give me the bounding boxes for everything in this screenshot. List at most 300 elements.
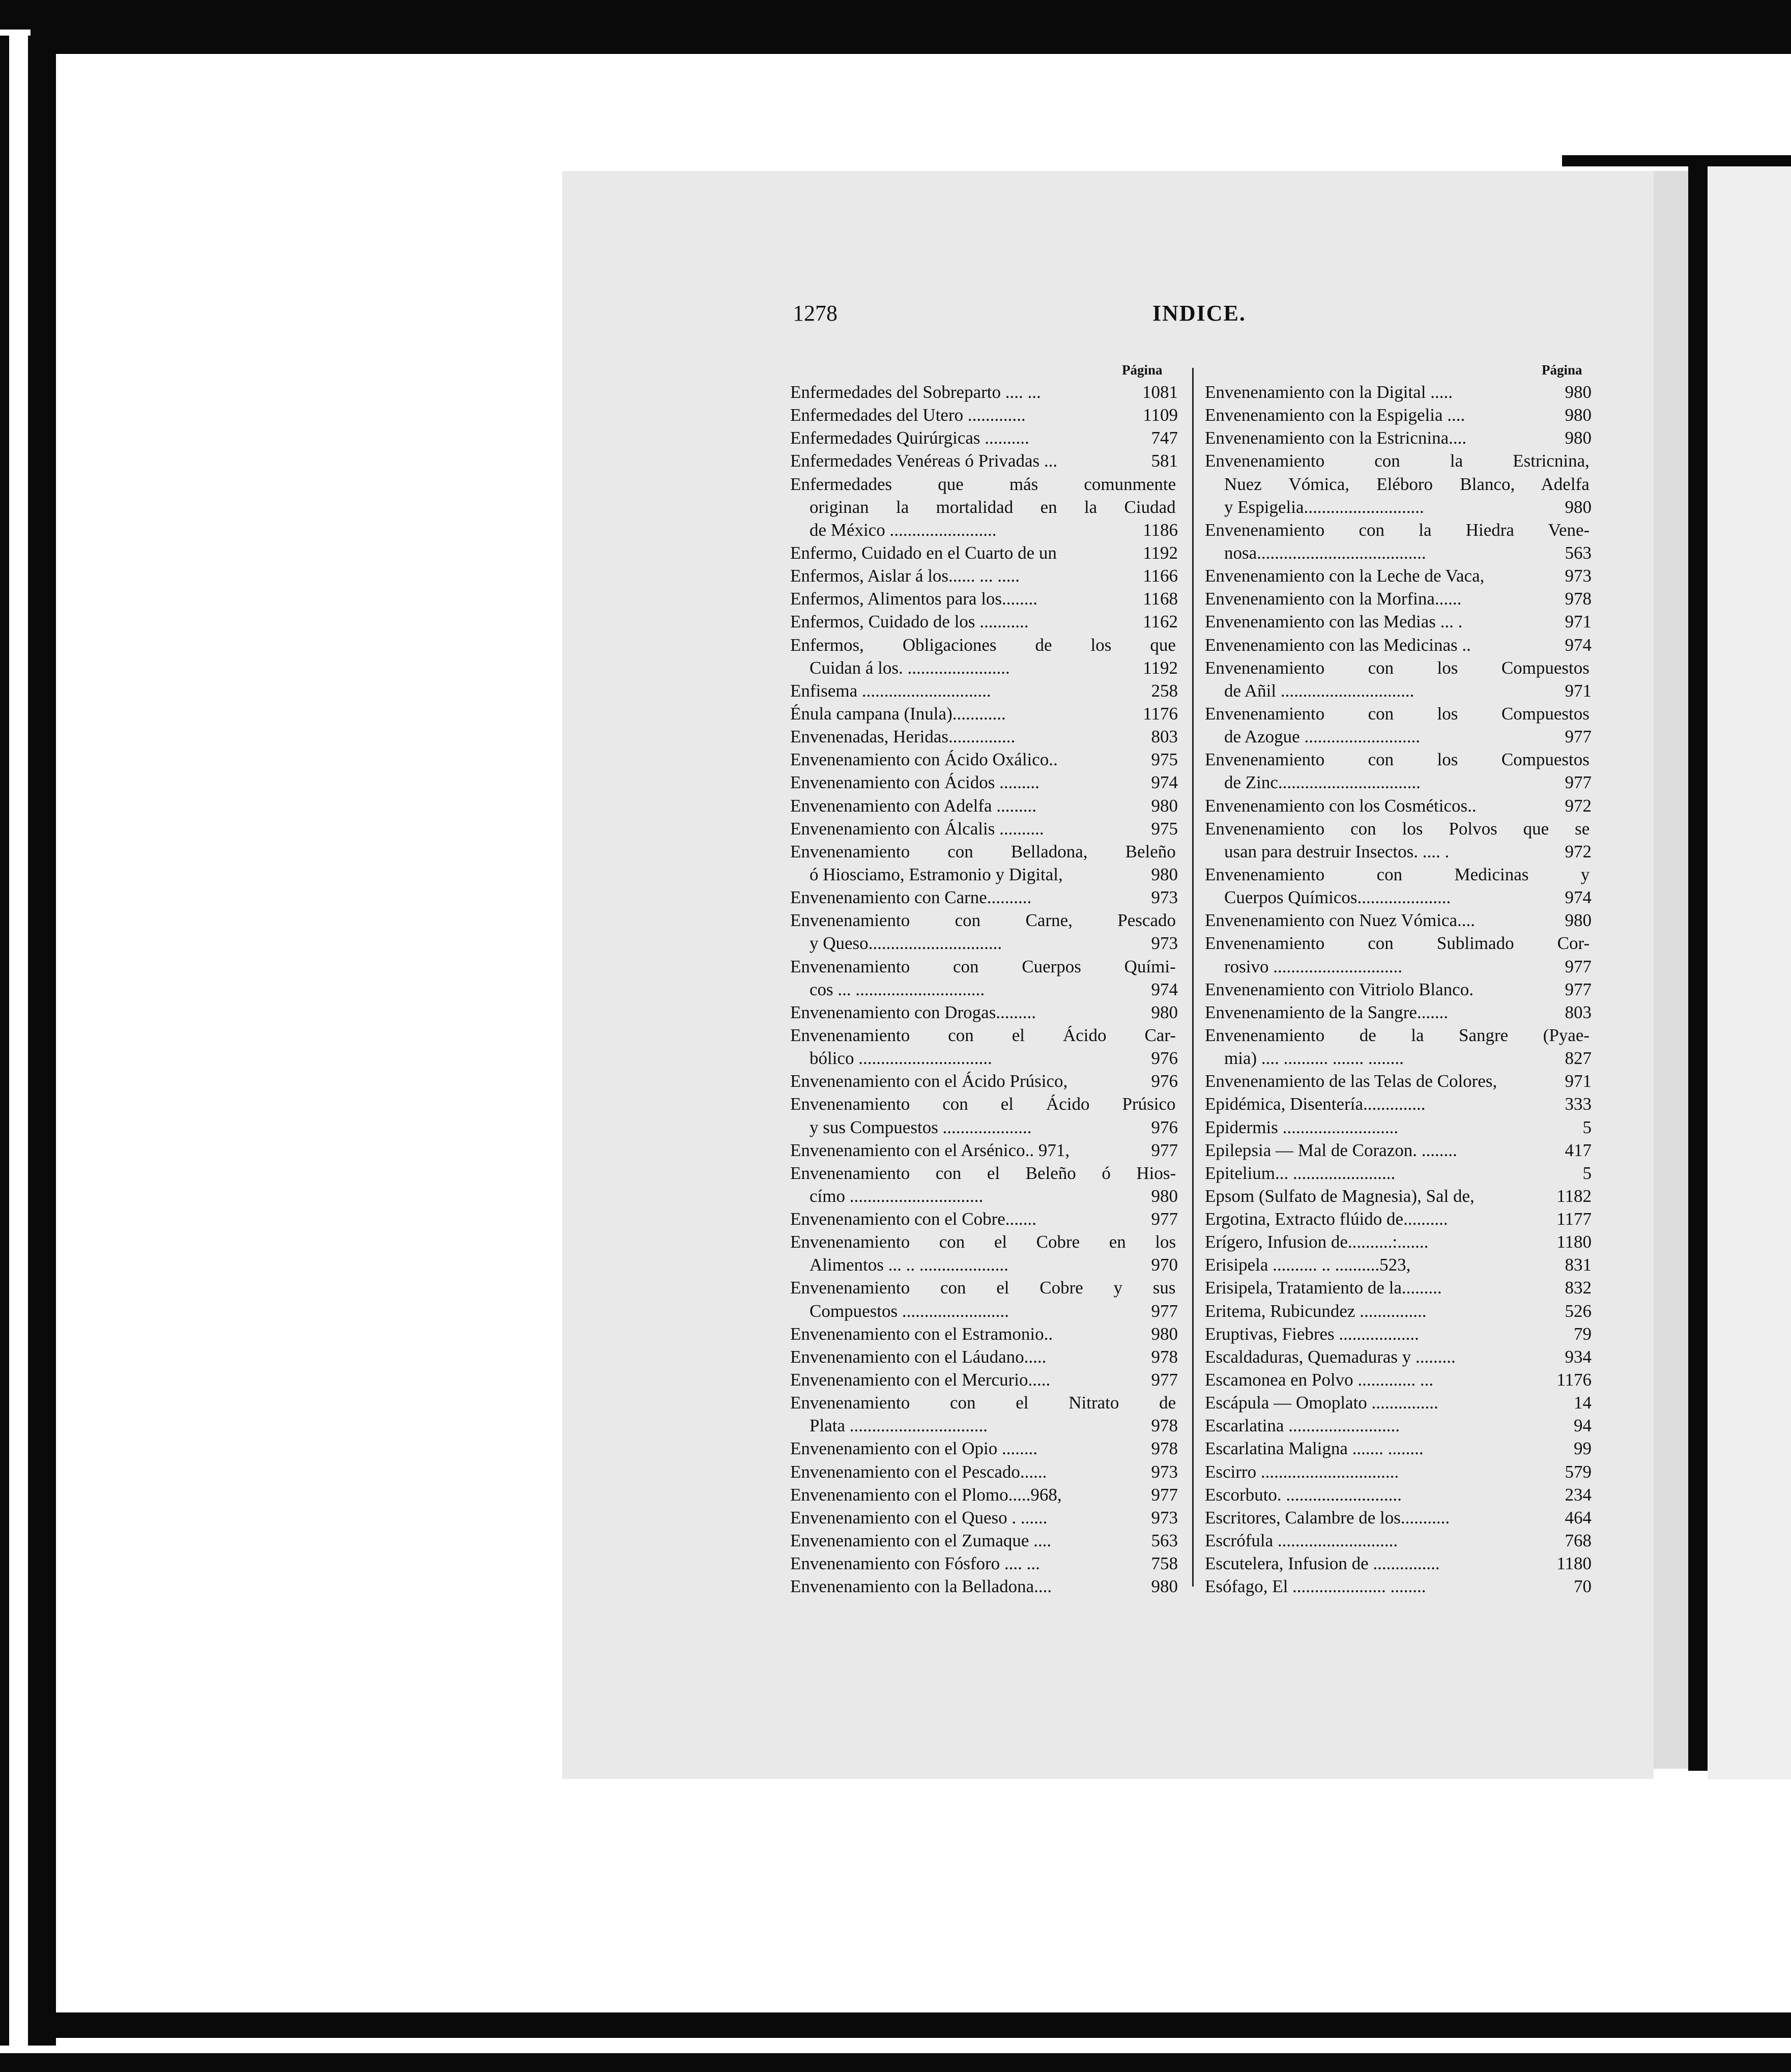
index-entry-page: 768 xyxy=(1565,1531,1592,1551)
index-entry xyxy=(1205,1253,1592,1276)
index-entry-text: Envenenamiento con Medicinas y xyxy=(1205,864,1590,884)
index-entry-text: Envenenadas, Heridas............... xyxy=(790,727,1016,747)
index-entry xyxy=(1205,1437,1592,1460)
index-entry xyxy=(790,404,1178,426)
index-entry xyxy=(1205,1300,1592,1322)
index-entry xyxy=(790,1460,1178,1483)
index-entry xyxy=(790,702,1178,725)
index-entry xyxy=(1205,1506,1592,1529)
index-entry xyxy=(1205,1001,1592,1024)
film-border-top xyxy=(0,0,1791,30)
film-border-top-inner xyxy=(31,30,1791,54)
film-border-bottom xyxy=(31,2012,1791,2038)
film-border-left-edge xyxy=(0,36,9,2046)
index-entry xyxy=(1205,1414,1592,1437)
index-entry xyxy=(790,1185,1178,1207)
index-entry-page: 5 xyxy=(1582,1117,1592,1137)
index-entry-text: de Zinc................................ xyxy=(1224,772,1421,793)
index-entry-text: Ergotina, Extracto flúido de.......... xyxy=(1205,1209,1448,1229)
index-entry-text: Enfermos, Alimentos para los........ xyxy=(790,589,1038,609)
index-entry-text: ó Hiosciamo, Estramonio y Digital, xyxy=(810,864,1063,884)
index-entry-page: 980 xyxy=(1565,428,1592,448)
index-entry-page: 1109 xyxy=(1143,405,1178,425)
index-entry-text: Epidémica, Disentería.............. xyxy=(1205,1094,1426,1114)
index-entry-text: Envenenamiento con Adelfa ......... xyxy=(790,795,1037,816)
index-entry-text: Envenenamiento con la Belladona.... xyxy=(790,1576,1052,1597)
index-entry-page: 978 xyxy=(1565,589,1592,609)
index-entry xyxy=(1205,1230,1592,1253)
index-entry-page: 976 xyxy=(1151,1071,1178,1091)
index-entry-text: Enfermo, Cuidado en el Cuarto de un xyxy=(790,542,1057,563)
index-entry-text: Esófago, El ..................... ........ xyxy=(1205,1576,1426,1597)
index-entry-text: Envenenamiento con la Estricnina.... xyxy=(1205,428,1467,448)
index-entry-page: 971 xyxy=(1565,680,1592,701)
index-entry xyxy=(1205,519,1592,541)
index-entry-page: 976 xyxy=(1151,1048,1178,1069)
index-entry xyxy=(1205,587,1592,610)
index-entry xyxy=(790,932,1178,955)
index-entry-page: 980 xyxy=(1151,1186,1178,1206)
index-column-right xyxy=(1205,381,1592,1598)
index-entry xyxy=(790,817,1178,840)
index-entry-text: Envenenamiento con Sublimado Cor- xyxy=(1205,933,1590,954)
index-entry-text: Envenenamiento con el Nitrato de xyxy=(790,1393,1176,1413)
index-entry-page: 973 xyxy=(1151,1507,1178,1528)
index-entry-text: Escaldaduras, Quemaduras y ......... xyxy=(1205,1346,1456,1367)
index-entry-page: 974 xyxy=(1565,635,1592,655)
index-entry-page: 464 xyxy=(1565,1507,1592,1528)
index-entry xyxy=(1205,449,1592,472)
index-entry-page: 579 xyxy=(1565,1461,1592,1482)
index-entry-text: Envenenamiento con el Estramonio.. xyxy=(790,1323,1053,1344)
index-entry-page: 980 xyxy=(1565,405,1592,425)
index-entry xyxy=(1205,771,1592,794)
index-entry-text: Escarlatina Maligna ....... ........ xyxy=(1205,1438,1424,1459)
index-entry-text: Envenenamiento con el Beleño ó Hios- xyxy=(790,1163,1176,1183)
index-entry-text: Énula campana (Inula)............ xyxy=(790,703,1006,724)
index-entry-text: Envenenamiento con las Medicinas .. xyxy=(1205,635,1471,655)
index-entry-text: Epitelium... ....................... xyxy=(1205,1163,1396,1183)
index-entry-text: Envenenamiento con Belladona, Beleño xyxy=(790,841,1176,861)
index-entry-text: Envenenamiento con los Cosméticos.. xyxy=(1205,795,1477,816)
index-entry-page: 973 xyxy=(1151,887,1178,908)
index-entry xyxy=(1205,1483,1592,1506)
right-column-heading: Página xyxy=(1542,362,1582,378)
index-entry xyxy=(1205,1047,1592,1070)
index-entry-text: Escrófula ........................... xyxy=(1205,1531,1398,1551)
index-entry xyxy=(790,1552,1178,1575)
index-entry xyxy=(1205,1092,1592,1115)
index-entry xyxy=(1205,1207,1592,1230)
index-entry-text: Envenenamiento con Nuez Vómica.... xyxy=(1205,910,1475,931)
index-entry xyxy=(790,1345,1178,1368)
index-entry-text: Enfisema ............................. xyxy=(790,680,991,701)
index-entry xyxy=(790,1529,1178,1552)
index-entry xyxy=(790,1437,1178,1460)
index-entry xyxy=(790,1368,1178,1391)
index-entry xyxy=(1205,1322,1592,1345)
index-entry xyxy=(790,656,1178,679)
page-title: INDICE. xyxy=(1152,301,1246,326)
index-entry-text: Alimentos ... .. .................... xyxy=(810,1255,1008,1275)
index-entry xyxy=(1205,1116,1592,1139)
index-entry-text: Envenenamiento con los Polvos que se xyxy=(1205,818,1590,839)
index-entry-page: 803 xyxy=(1151,727,1178,747)
index-entry-page: 1162 xyxy=(1143,612,1178,632)
index-entry-page: 977 xyxy=(1151,1370,1178,1390)
index-entry-text: Eritema, Rubicundez ............... xyxy=(1205,1301,1427,1321)
index-entry-page: 99 xyxy=(1574,1438,1592,1459)
index-entry-text: Envenenamiento con Álcalis .......... xyxy=(790,818,1044,839)
index-entry-page: 747 xyxy=(1151,428,1178,448)
index-entry xyxy=(790,1207,1178,1230)
index-entry-page: 980 xyxy=(1565,910,1592,931)
index-entry xyxy=(790,1253,1178,1276)
index-entry-page: 831 xyxy=(1565,1255,1592,1275)
index-entry-page: 980 xyxy=(1565,382,1592,402)
index-column-left xyxy=(790,381,1178,1598)
index-entry-text: Enfermedades que más comunmente xyxy=(790,474,1176,494)
index-entry-page: 977 xyxy=(1565,727,1592,747)
index-entry-text: Escápula — Omoplato ............... xyxy=(1205,1393,1438,1413)
index-entry-text: Envenenamiento con el Ácido Car- xyxy=(790,1025,1176,1045)
index-entry xyxy=(1205,679,1592,702)
index-entry-page: 1192 xyxy=(1143,657,1178,678)
index-entry-text: Envenenamiento con Ácidos ......... xyxy=(790,772,1039,793)
index-entry xyxy=(1205,955,1592,978)
index-entry-page: 94 xyxy=(1574,1416,1592,1436)
index-entry-text: Envenenamiento con el Opio ........ xyxy=(790,1438,1037,1459)
index-entry-page: 977 xyxy=(1151,1301,1178,1321)
index-entry xyxy=(790,955,1178,978)
index-entry xyxy=(1205,1460,1592,1483)
index-entry-text: Envenenamiento con Drogas......... xyxy=(790,1002,1036,1022)
index-entry-text: Erisipela .......... .. ..........523, xyxy=(1205,1255,1411,1275)
index-entry xyxy=(790,1322,1178,1345)
index-entry-text: usan para destruir Insectos. .... . xyxy=(1224,841,1450,861)
cover-spine xyxy=(1688,158,1708,1771)
index-entry xyxy=(1205,794,1592,817)
index-entry-text: Enfermedades Quirúrgicas .......... xyxy=(790,428,1029,448)
index-entry xyxy=(790,634,1178,656)
index-entry-page: 234 xyxy=(1565,1484,1592,1505)
index-entry-page: 973 xyxy=(1565,566,1592,586)
index-entry xyxy=(790,473,1178,496)
index-entry-text: Escutelera, Infusion de ............... xyxy=(1205,1553,1440,1574)
index-entry-page: 1176 xyxy=(1556,1370,1592,1390)
index-entry xyxy=(1205,634,1592,656)
index-entry-text: Escirro ............................... xyxy=(1205,1461,1399,1482)
index-entry-page: 980 xyxy=(1151,1323,1178,1344)
index-entry-page: 980 xyxy=(1151,1002,1178,1022)
index-entry xyxy=(790,840,1178,863)
index-entry-page: 1177 xyxy=(1556,1209,1592,1229)
index-entry xyxy=(790,1276,1178,1299)
index-entry xyxy=(1205,564,1592,587)
index-entry xyxy=(1205,978,1592,1001)
index-entry-text: Envenenamiento con la Morfina...... xyxy=(1205,589,1462,609)
index-entry xyxy=(790,1139,1178,1162)
index-entry-text: Envenenamiento con el Cobre en los xyxy=(790,1232,1176,1252)
index-entry-page: 14 xyxy=(1574,1393,1592,1413)
index-entry-text: Escarlatina ......................... xyxy=(1205,1416,1400,1436)
index-entry xyxy=(790,496,1178,519)
index-entry xyxy=(1205,1552,1592,1575)
index-entry-text: Envenenamiento de la Sangre (Pyae- xyxy=(1205,1025,1590,1045)
index-entry xyxy=(790,1092,1178,1115)
index-entry xyxy=(1205,1529,1592,1552)
index-entry-page: 972 xyxy=(1565,841,1592,861)
index-entry-text: Escorbuto. .......................... xyxy=(1205,1484,1402,1505)
index-entry-page: 972 xyxy=(1565,795,1592,816)
index-entry-text: Envenenamiento con Carne.......... xyxy=(790,887,1032,908)
index-entry-text: Enfermedades del Utero ............. xyxy=(790,405,1026,425)
index-entry-page: 79 xyxy=(1574,1323,1592,1344)
index-entry xyxy=(1205,817,1592,840)
index-entry-page: 803 xyxy=(1565,1002,1592,1022)
index-entry-text: de México ........................ xyxy=(810,520,997,540)
index-entry-page: 977 xyxy=(1565,979,1592,999)
index-entry-text: Epidermis .......................... xyxy=(1205,1117,1399,1137)
index-entry-page: 977 xyxy=(1565,772,1592,793)
index-entry xyxy=(790,1483,1178,1506)
index-entry-text: Envenenamiento con la Espigelia .... xyxy=(1205,405,1465,425)
index-entry-page: 1182 xyxy=(1556,1186,1592,1206)
index-entry xyxy=(1205,840,1592,863)
index-entry xyxy=(1205,1024,1592,1047)
index-entry-text: Envenenamiento con la Digital ..... xyxy=(1205,382,1453,402)
index-entry-text: y sus Compuestos .................... xyxy=(810,1117,1032,1137)
index-entry xyxy=(790,519,1178,541)
index-entry xyxy=(1205,381,1592,404)
index-entry-page: 1180 xyxy=(1556,1553,1592,1574)
index-entry-text: Envenenamiento con el Queso . ...... xyxy=(790,1507,1048,1528)
index-entry-text: Envenenamiento con Carne, Pescado xyxy=(790,910,1176,931)
index-entry xyxy=(1205,1185,1592,1207)
index-entry xyxy=(1205,496,1592,519)
index-entry-page: 581 xyxy=(1151,451,1178,471)
index-entry xyxy=(790,794,1178,817)
index-entry-page: 1180 xyxy=(1556,1232,1592,1252)
index-entry-page: 563 xyxy=(1565,542,1592,563)
index-entry-text: Enfermedades del Sobreparto .... ... xyxy=(790,382,1041,402)
index-entry xyxy=(790,725,1178,748)
index-entry-page: 978 xyxy=(1151,1438,1178,1459)
index-entry xyxy=(1205,656,1592,679)
index-entry-text: Escamonea en Polvo ............. ... xyxy=(1205,1370,1434,1390)
index-entry xyxy=(1205,1162,1592,1185)
index-entry-page: 258 xyxy=(1151,680,1178,701)
index-entry xyxy=(790,1116,1178,1139)
film-border-bottom-edge xyxy=(0,2053,1791,2072)
index-entry-text: Envenenamiento con los Compuestos xyxy=(1205,703,1590,724)
index-entry-text: Enfermos, Obligaciones de los que xyxy=(790,635,1176,655)
index-entry-text: Envenenamiento con el Ácido Prúsico, xyxy=(790,1071,1068,1091)
index-entry-text: Envenenamiento con el Mercurio..... xyxy=(790,1370,1051,1390)
index-entry-text: Eruptivas, Fiebres .................. xyxy=(1205,1323,1419,1344)
index-entry xyxy=(790,886,1178,909)
index-entry-text: Envenenamiento con la Leche de Vaca, xyxy=(1205,566,1485,586)
index-entry-page: 974 xyxy=(1151,979,1178,999)
index-entry-page: 1168 xyxy=(1143,589,1178,609)
index-entry-page: 975 xyxy=(1151,818,1178,839)
index-entry xyxy=(790,564,1178,587)
index-entry-page: 978 xyxy=(1151,1416,1178,1436)
index-entry-text: originan la mortalidad en la Ciudad xyxy=(810,497,1176,517)
page-number: 1278 xyxy=(793,301,837,326)
index-entry-page: 1192 xyxy=(1143,542,1178,563)
index-entry xyxy=(790,1300,1178,1322)
index-entry xyxy=(790,1575,1178,1598)
index-entry xyxy=(790,771,1178,794)
index-entry-text: Envenenamiento con el Arsénico.. 971, xyxy=(790,1140,1070,1160)
index-entry-page: 974 xyxy=(1565,887,1592,908)
index-entry xyxy=(1205,1345,1592,1368)
index-entry-page: 971 xyxy=(1565,612,1592,632)
index-entry xyxy=(790,1024,1178,1047)
index-entry xyxy=(790,426,1178,449)
index-entry-page: 832 xyxy=(1565,1278,1592,1298)
index-entry xyxy=(1205,1575,1592,1598)
index-entry-text: Envenenamiento con el Cobre y sus xyxy=(790,1278,1176,1298)
cover-edge-top xyxy=(1562,155,1791,166)
index-entry-page: 563 xyxy=(1151,1531,1178,1551)
index-entry xyxy=(1205,909,1592,932)
index-entry-page: 1186 xyxy=(1143,520,1178,540)
index-entry xyxy=(1205,404,1592,426)
index-entry-page: 980 xyxy=(1151,795,1178,816)
index-entry xyxy=(790,1070,1178,1092)
index-entry xyxy=(1205,932,1592,955)
index-entry xyxy=(790,587,1178,610)
index-entry-page: 976 xyxy=(1151,1117,1178,1137)
index-entry xyxy=(790,1414,1178,1437)
index-entry-text: Envenenamiento con el Plomo.....968, xyxy=(790,1484,1062,1505)
index-entry xyxy=(790,748,1178,771)
index-entry-page: 973 xyxy=(1151,933,1178,954)
index-entry-text: Erígero, Infusion de..........:....... xyxy=(1205,1232,1429,1252)
index-entry-text: bólico .............................. xyxy=(810,1048,992,1069)
index-entry-page: 975 xyxy=(1151,750,1178,770)
index-entry-text: Plata ............................... xyxy=(810,1416,988,1436)
index-entry-text: de Azogue .......................... xyxy=(1224,727,1420,747)
index-entry-page: 827 xyxy=(1565,1048,1592,1069)
index-entry-text: Envenenamiento con Vitriolo Blanco. xyxy=(1205,979,1474,999)
index-entry-text: Epilepsia — Mal de Corazon. ........ xyxy=(1205,1140,1457,1160)
index-entry-text: mia) .... .......... ....... ........ xyxy=(1224,1048,1404,1069)
index-entry xyxy=(1205,748,1592,771)
index-entry xyxy=(790,541,1178,564)
index-entry xyxy=(1205,1391,1592,1414)
index-entry-page: 977 xyxy=(1151,1209,1178,1229)
index-entry-text: cos ... ............................. xyxy=(810,979,985,999)
index-entry-page: 974 xyxy=(1151,772,1178,793)
index-entry-text: Envenenamiento de la Sangre....... xyxy=(1205,1002,1449,1022)
index-entry xyxy=(1205,1276,1592,1299)
index-entry-page: 973 xyxy=(1151,1461,1178,1482)
index-entry-page: 977 xyxy=(1151,1140,1178,1160)
index-entry-page: 1176 xyxy=(1143,703,1178,724)
next-page-edge xyxy=(1708,166,1791,1779)
index-entry xyxy=(1205,610,1592,633)
index-entry xyxy=(790,449,1178,472)
index-entry-page: 70 xyxy=(1574,1576,1592,1597)
index-entry-text: Envenenamiento con los Compuestos xyxy=(1205,750,1590,770)
index-entry-page: 1166 xyxy=(1143,566,1178,586)
index-entry-page: 980 xyxy=(1151,864,1178,884)
index-entry-text: Escritores, Calambre de los........... xyxy=(1205,1507,1450,1528)
index-entry-text: Epsom (Sulfato de Magnesia), Sal de, xyxy=(1205,1186,1475,1206)
index-entry xyxy=(790,863,1178,886)
index-entry-text: Envenenamiento de las Telas de Colores, xyxy=(1205,1071,1497,1091)
index-entry-text: de Añil .............................. xyxy=(1224,680,1414,701)
index-entry-page: 978 xyxy=(1151,1346,1178,1367)
index-entry-text: Envenenamiento con el Pescado...... xyxy=(790,1461,1047,1482)
index-entry-text: Envenenamiento con las Medias ... . xyxy=(1205,612,1463,632)
index-entry-text: Cuidan á los. ....................... xyxy=(810,657,1010,678)
index-entry-page: 980 xyxy=(1565,497,1592,517)
index-entry xyxy=(790,679,1178,702)
index-entry-page: 333 xyxy=(1565,1094,1592,1114)
left-column-heading: Página xyxy=(1122,362,1163,378)
index-entry xyxy=(790,1047,1178,1070)
index-entry-page: 977 xyxy=(1151,1484,1178,1505)
index-entry xyxy=(790,1391,1178,1414)
index-entry-text: Envenenamiento con Cuerpos Quími- xyxy=(790,956,1176,976)
index-entry xyxy=(1205,473,1592,496)
index-entry-text: nosa...................................... xyxy=(1224,542,1426,563)
index-entry-page: 526 xyxy=(1565,1301,1592,1321)
index-entry-text: Enfermos, Cuidado de los ........... xyxy=(790,612,1029,632)
index-entry-page: 934 xyxy=(1565,1346,1592,1367)
index-entry xyxy=(1205,1070,1592,1092)
index-entry xyxy=(1205,702,1592,725)
index-entry-text: Nuez Vómica, Eléboro Blanco, Adelfa xyxy=(1224,474,1590,494)
index-entry-text: Envenenamiento con Ácido Oxálico.. xyxy=(790,750,1058,770)
index-entry xyxy=(790,1162,1178,1185)
index-entry xyxy=(790,610,1178,633)
index-entry-text: Envenenamiento con el Zumaque .... xyxy=(790,1531,1052,1551)
index-entry-text: Envenenamiento con la Estricnina, xyxy=(1205,451,1590,471)
film-border-left xyxy=(28,36,56,2046)
index-entry-text: Envenenamiento con la Hiedra Vene- xyxy=(1205,520,1590,540)
index-entry-text: y Espigelia........................... xyxy=(1224,497,1424,517)
index-entry xyxy=(1205,886,1592,909)
index-entry-text: címo .............................. xyxy=(810,1186,984,1206)
index-entry-text: Enfermos, Aislar á los...... ... ..... xyxy=(790,566,1020,586)
index-entry xyxy=(790,1230,1178,1253)
index-entry-text: Compuestos ........................ xyxy=(810,1301,1009,1321)
index-entry-text: rosivo ............................. xyxy=(1224,956,1402,976)
column-divider xyxy=(1192,368,1194,1587)
index-entry xyxy=(790,381,1178,404)
index-entry xyxy=(790,1001,1178,1024)
index-entry-text: Envenenamiento con Fósforo .... ... xyxy=(790,1553,1040,1574)
index-entry-text: Cuerpos Químicos..................... xyxy=(1224,887,1451,908)
index-entry-page: 980 xyxy=(1151,1576,1178,1597)
index-entry-page: 5 xyxy=(1582,1163,1592,1183)
index-entry xyxy=(1205,863,1592,886)
index-entry-text: Envenenamiento con el Ácido Prúsico xyxy=(790,1094,1176,1114)
index-entry-page: 971 xyxy=(1565,1071,1592,1091)
index-entry-text: y Queso.............................. xyxy=(810,933,1002,954)
index-entry xyxy=(1205,1139,1592,1162)
index-entry xyxy=(790,978,1178,1001)
page-gutter-shadow xyxy=(1654,171,1688,1769)
index-entry-page: 417 xyxy=(1565,1140,1592,1160)
index-entry xyxy=(1205,1368,1592,1391)
index-entry-text: Envenenamiento con el Cobre....... xyxy=(790,1209,1037,1229)
